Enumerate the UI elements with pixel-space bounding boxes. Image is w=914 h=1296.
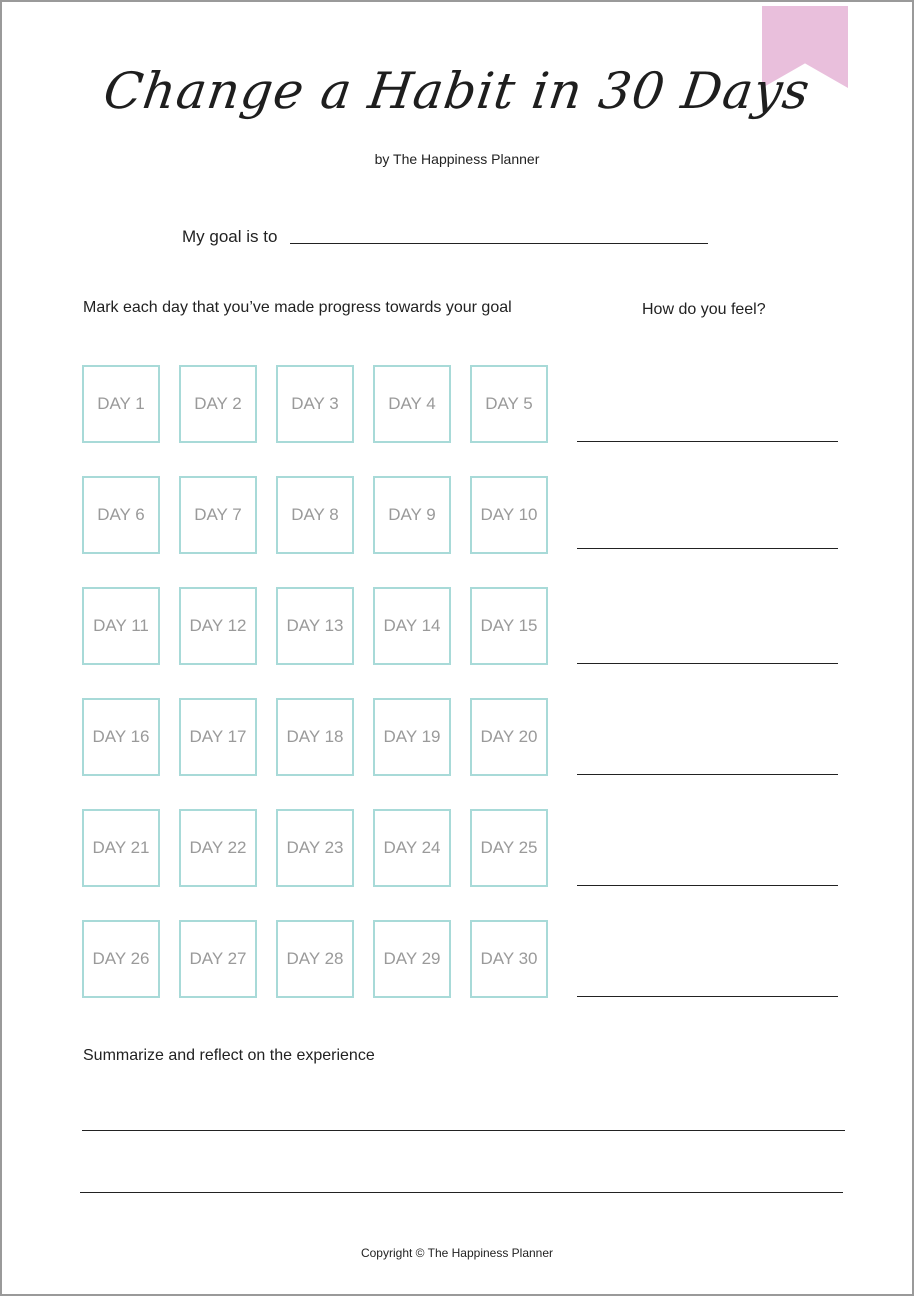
day-box-21[interactable]: DAY 21: [82, 809, 160, 887]
day-box-18[interactable]: DAY 18: [276, 698, 354, 776]
day-box-26[interactable]: DAY 26: [82, 920, 160, 998]
day-box-12[interactable]: DAY 12: [179, 587, 257, 665]
day-box-4[interactable]: DAY 4: [373, 365, 451, 443]
goal-label: My goal is to: [182, 227, 278, 246]
feel-heading: How do you feel?: [642, 301, 766, 318]
feel-line-5[interactable]: [577, 885, 838, 886]
page-subtitle: by The Happiness Planner: [374, 151, 540, 167]
day-grid: [82, 365, 552, 998]
day-box-16[interactable]: DAY 16: [82, 698, 160, 776]
day-box-17[interactable]: DAY 17: [179, 698, 257, 776]
day-box-14[interactable]: DAY 14: [373, 587, 451, 665]
day-box-9[interactable]: DAY 9: [373, 476, 451, 554]
day-box-24[interactable]: DAY 24: [373, 809, 451, 887]
day-box-22[interactable]: DAY 22: [179, 809, 257, 887]
day-box-3[interactable]: DAY 3: [276, 365, 354, 443]
day-box-29[interactable]: DAY 29: [373, 920, 451, 998]
day-box-13[interactable]: DAY 13: [276, 587, 354, 665]
feel-line-2[interactable]: [577, 548, 838, 549]
day-box-23[interactable]: DAY 23: [276, 809, 354, 887]
summary-label: Summarize and reflect on the experience: [83, 1047, 375, 1064]
feel-line-6[interactable]: [577, 996, 838, 997]
day-box-2[interactable]: DAY 2: [179, 365, 257, 443]
day-box-15[interactable]: DAY 15: [470, 587, 548, 665]
feel-line-3[interactable]: [577, 663, 838, 664]
day-box-27[interactable]: DAY 27: [179, 920, 257, 998]
summary-line-2[interactable]: [80, 1192, 843, 1193]
copyright-notice: Copyright © The Happiness Planner: [360, 1246, 554, 1260]
summary-line-1[interactable]: [82, 1130, 845, 1131]
tracker-instruction: Mark each day that you’ve made progress towards your goal: [83, 299, 512, 316]
day-box-20[interactable]: DAY 20: [470, 698, 548, 776]
day-box-10[interactable]: DAY 10: [470, 476, 548, 554]
day-box-7[interactable]: DAY 7: [179, 476, 257, 554]
day-box-5[interactable]: DAY 5: [470, 365, 548, 443]
feel-line-1[interactable]: [577, 441, 838, 442]
day-box-30[interactable]: DAY 30: [470, 920, 548, 998]
feel-line-4[interactable]: [577, 774, 838, 775]
day-box-25[interactable]: DAY 25: [470, 809, 548, 887]
page-title: Change a Habit in 30 Days: [100, 62, 814, 120]
day-box-8[interactable]: DAY 8: [276, 476, 354, 554]
day-box-11[interactable]: DAY 11: [82, 587, 160, 665]
day-box-1[interactable]: DAY 1: [82, 365, 160, 443]
day-box-19[interactable]: DAY 19: [373, 698, 451, 776]
day-box-28[interactable]: DAY 28: [276, 920, 354, 998]
goal-write-line[interactable]: [290, 243, 708, 244]
day-box-6[interactable]: DAY 6: [82, 476, 160, 554]
